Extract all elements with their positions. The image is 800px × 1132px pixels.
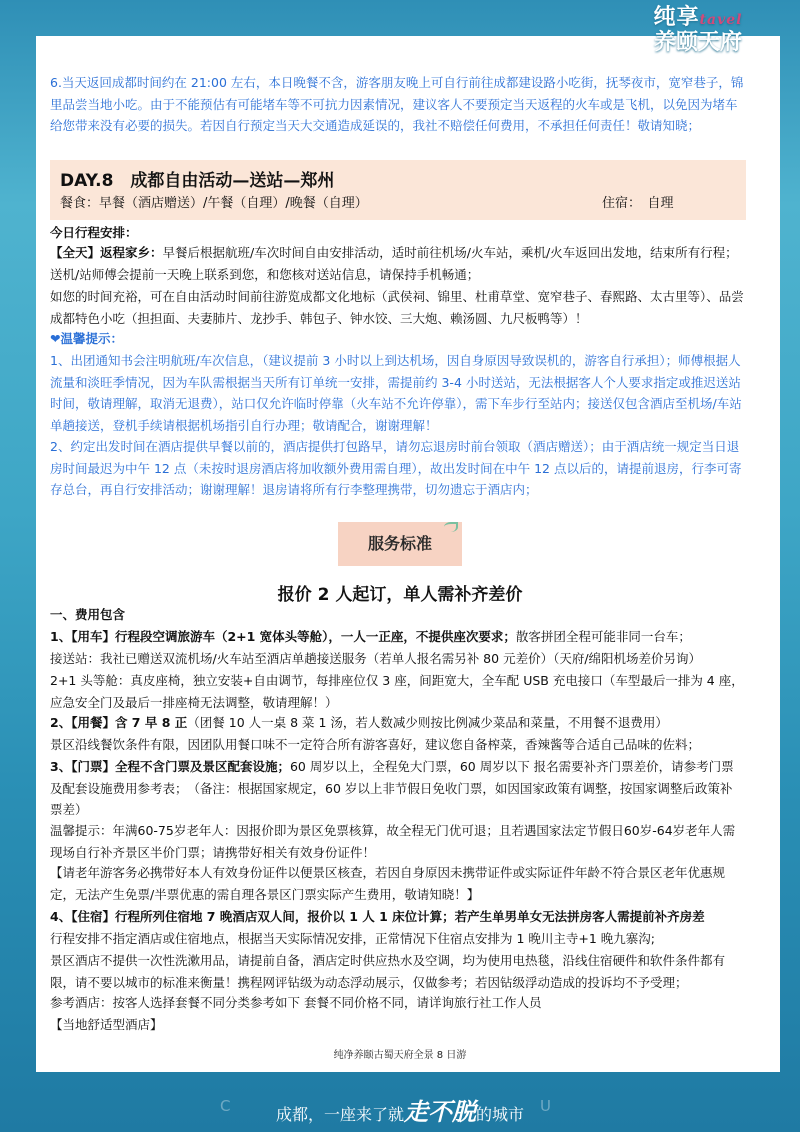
section-fees-included: 一、费用包含 — [50, 607, 126, 622]
car-seat: 2+1 头等舱：真皮座椅，独立安装+自由调节，每排座位仅 3 座，间距宽大，全车配 USB 充电接口（车型最后一排为 4 座，应急安全门及最后一排座椅无法调整，敬请理解！） — [50, 673, 744, 710]
hotel-arrangement: 行程安排不指定酒店或住宿地点，根据当天实际情况安排，正常情况下住宿点安排为 1 晚川主寺+1 晚九寨沟; — [50, 931, 656, 946]
meal-heading-bold: 2、【用餐】含 7 早 8 正 — [50, 715, 188, 730]
footer-faint-left: C — [220, 1097, 271, 1115]
hotel-reference: 参考酒店：按客人选择套餐不同分类参考如下 套餐不同价格不同，请详询旅行社工作人员 — [50, 995, 542, 1010]
stay-value: 自理 — [647, 196, 674, 211]
tip-2: 2、约定出发时间在酒店提供早餐以前的，酒店提供打包路早，请勿忘退房时前台领取（酒店赠送）；由于酒店统一规定当日退房时间最迟为中午 12 点（未按时退房酒店将加收额外费用需自理），故出发时间在中午 12 点以后的，请提前退房，行李可寄存总台，再自行安排活动；谢谢理解！退房请将所有行李整理携带，切勿遗忘于酒店内； — [50, 439, 742, 497]
tip-1: 1、出团通知书会注明航班/车次信息，（建议提前 3 小时以上到达机场，因自身原因导致误机的，游客自行承担）；师傅根据人流量和淡旺季情况，因为车队需根据当天所有订单统一安排，需提前约 3-4 小时送站，无法根据客人个人要求指定或推迟送站时间，敬请理解，取消无退费），站口仅允许临时停靠（火车站不允许停靠），需下车步行至站内；接送仅包含酒店至机场/车站单趟接送，登机手续请根据机场指引自行办理；敬请配合，谢谢理解！ — [50, 353, 742, 433]
tips-heading: ❤温馨提示： — [50, 331, 123, 346]
ticket-senior-note: 温馨提示：年满60-75岁老年人：因报价即为景区免票核算，故全程无门优可退；且若遇国家法定节假日60岁-64岁老年人需现场自行补齐景区半价门票；请携带好相关有效身份证件！ — [50, 823, 736, 860]
leaf-icon — [444, 522, 458, 532]
hotel-category: 【当地舒适型酒店】 — [50, 1017, 163, 1032]
day7-return-note: 6.当天返回成都时间约在 21:00 左右，本日晚餐不含，游客朋友晚上可自行前往成都建设路小吃街，抚琴夜市，宽窄巷子，锦里品尝当地小吃。由于不能预估有可能堵车等不可抗力因素情况，建议客人不要预定当天返程的火车或是飞机，以免因为堵车给您带来没有必要的损失。若因自行预定当天大交通造成延误的，我社不赔偿任何费用，不承担任何责任！敬请知晓； — [50, 75, 744, 133]
schedule-heading: 今日行程安排： — [50, 225, 138, 240]
footer-slogan — [0, 1092, 800, 1127]
full-day-tag: 【全天】返程家乡： — [50, 245, 163, 260]
ticket-heading-bold: 3、【门票】全程不含门票及景区配套设施； — [50, 759, 290, 774]
slogan-pre: 成都，一座来了就 — [275, 1105, 404, 1124]
slogan-post: 的城市 — [476, 1105, 525, 1124]
logo-line1: 纯享 — [653, 4, 700, 30]
footer-faint-right: U — [540, 1097, 591, 1115]
day8-stay — [602, 192, 674, 211]
car-heading — [50, 626, 744, 648]
logo-script: tavel — [699, 12, 743, 28]
full-day-text: 早餐后根据航班/车次时间自由安排活动，适时前往机场/火车站，乘机/火车返回出发地，结束所有行程；送机/站师傅会提前一天晚上联系到您，和您核对送站信息，请保持手机畅通； — [50, 245, 738, 282]
meal-note: 景区沿线餐饮条件有限，因团队用餐口味不一定符合所有游客喜好，建议您自备榨菜，香辣酱等合适自己品味的佐料； — [50, 737, 701, 752]
logo-line3: 多重美景尽收眼底 · 川西游 · 民族风情 · 经典线路 — [632, 56, 764, 63]
hotel-note: 景区酒店不提供一次性洗漱用品，请提前自备，酒店定时供应热水及空调，均为使用电热毯，沿线住宿硬件和软件条件都有限，请不要以城市的标准来衡量！携程网评钻级为动态浮动展示，仅做参考；若因钻级浮动造成的投诉均不予受理； — [50, 953, 726, 990]
meal-heading-tail: （团餐 10 人一桌 8 菜 1 汤，若人数减少则按比例减少菜品和菜量，不用餐不退费用） — [187, 715, 668, 730]
stay-label: 住宿： — [602, 196, 635, 211]
meal-heading — [50, 712, 744, 734]
quote-title: 报价 2 人起订，单人需补齐差价 — [277, 585, 523, 605]
service-standard-badge: 服务标准 — [338, 522, 462, 566]
footer-trip-name: 纯净养颐古蜀天府全景 8 日游 — [333, 1050, 467, 1061]
slogan-highlight: 走不脱 — [404, 1097, 476, 1126]
ticket-heading — [50, 756, 744, 821]
car-heading-bold: 1、【用车】行程段空调旅游车（2+1 宽体头等舱），一人一正座，不提供座次要求； — [50, 629, 516, 644]
day8-title: DAY.8 成都自由活动—送站—郑州 — [60, 171, 335, 191]
full-day-schedule — [50, 242, 744, 285]
logo-line2: 养颐天府 — [653, 29, 742, 55]
car-heading-tail: 散客拼团全程可能非同一台车； — [515, 629, 691, 644]
ticket-warning: 【请老年游客务必携带好本人有效身份证件以便景区核查，若因自身原因未携带证件或实际证件年龄不符合景区老年优惠规定，无法产生免票/半票优惠的需自理各景区门票实际产生费用，敬请知晓！】 — [50, 865, 726, 902]
ticket-heading-tail: 60 周岁以上，全程免大门票，60 周岁以下 报名需要补齐门票差价，请参考门票及配套设施费用参考表； （备注：根据国家规定，60 岁以上非节假日免收门票，如因国家政策有调整，按国家调整后政策补票差） — [50, 759, 734, 817]
day8-meals: 餐食：早餐（酒店赠送）/午餐（自理）/晚餐（自理） — [60, 196, 368, 211]
brand-logo — [618, 0, 778, 63]
hotel-heading: 4、【住宿】行程所列住宿地 7 晚酒店双人间，报价以 1 人 1 床位计算；若产生单男单女无法拼房客人需提前补齐房差 — [50, 909, 705, 924]
day8-header — [50, 160, 746, 220]
car-pickup: 接送站：我社已赠送双流机场/火车站至酒店单趟接送服务（若单人报名需另补 80 元差价）（天府/绵阳机场差价另询） — [50, 651, 702, 666]
free-activity-text: 如您的时间充裕，可在自由活动时间前往游览成都文化地标（武侯祠、锦里、杜甫草堂、宽窄巷子、春熙路、太古里等）、品尝成都特色小吃（担担面、夫妻肺片、龙抄手、韩包子、钟水饺、三大炮、赖汤圆、九尺板鸭等）！ — [50, 289, 744, 326]
